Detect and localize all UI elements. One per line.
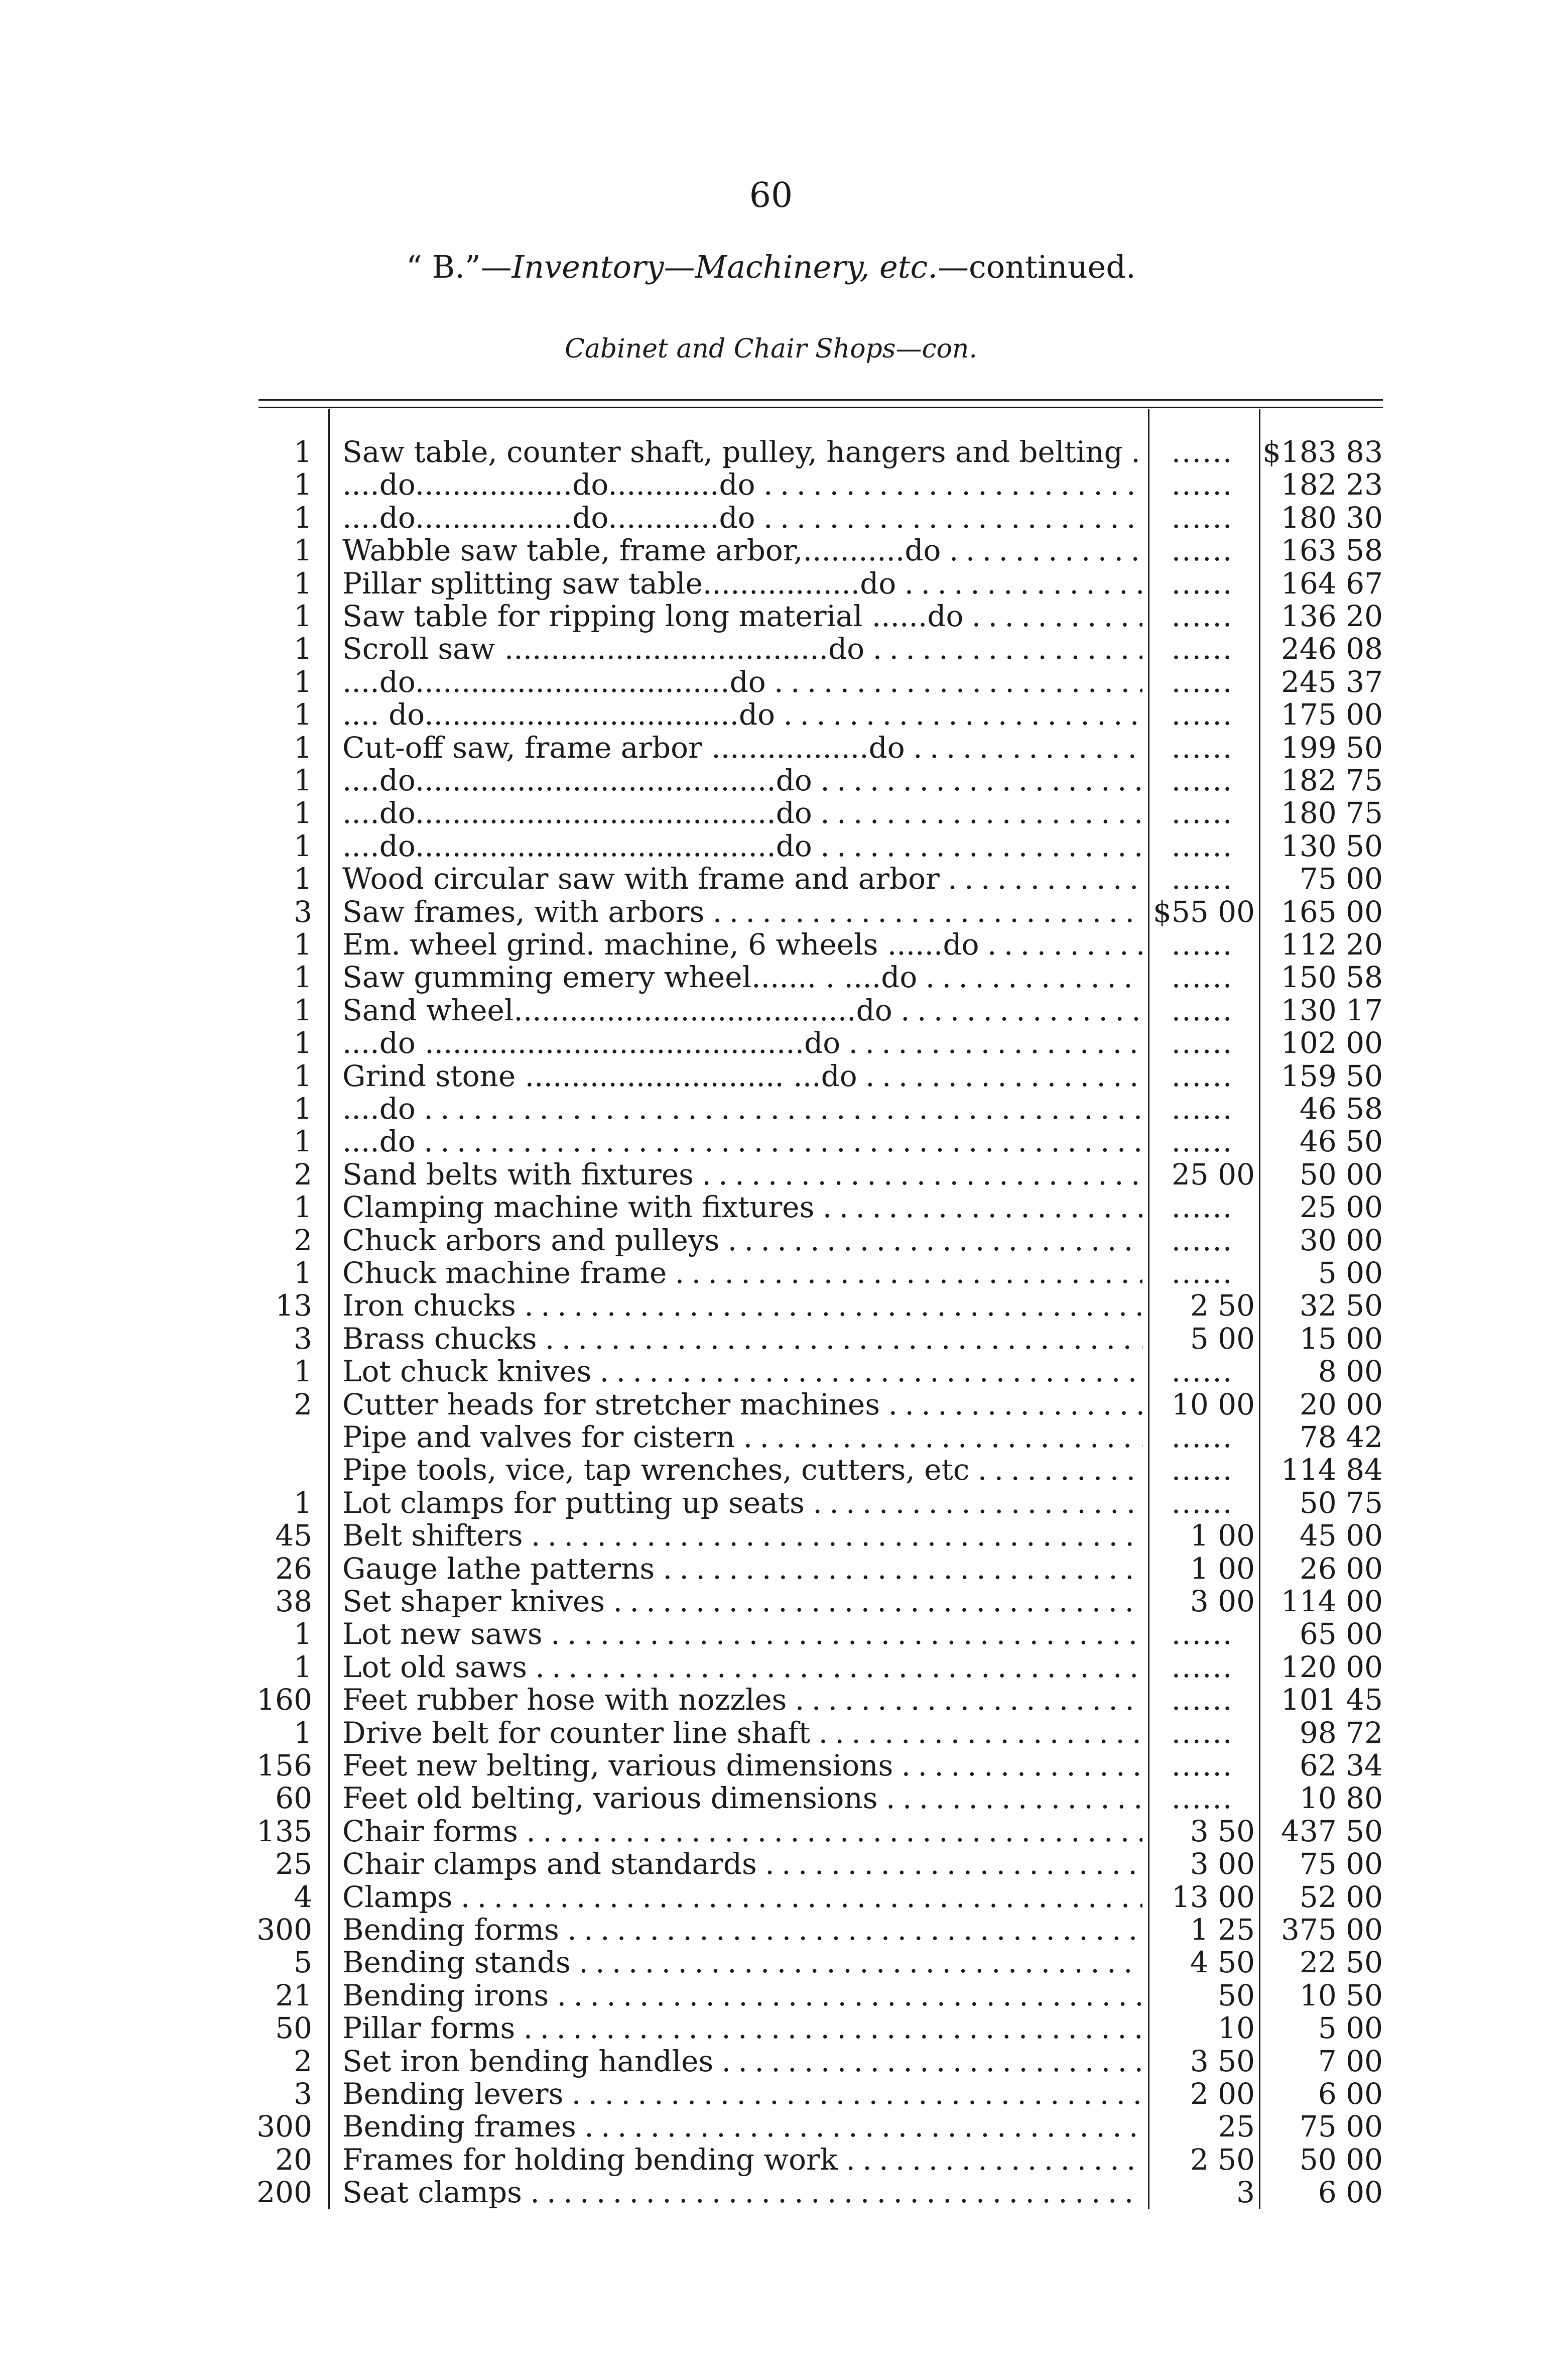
table-row [0,1914,1542,1946]
row-unit-price: ...... [1171,1618,1233,1651]
row-total: 180 75 [1281,796,1383,830]
row-description: Bending forms . . . [342,1914,1142,1946]
row-quantity: 13 [275,1288,312,1323]
row-unit-price: 3 50 [1190,2045,1255,2078]
row-unit-price: ...... [1171,1782,1233,1815]
row-unit-price: ...... [1171,633,1233,666]
title-suffix: —continued. [938,249,1136,285]
section-subtitle: Cabinet and Chair Shops—con. [565,334,977,364]
row-unit-price: ...... [1171,1650,1233,1684]
row-unit-price: 1 25 [1190,1914,1255,1946]
row-description: Lot new saws . . . [342,1618,1142,1650]
row-description: Saw table for ripping long material ......do . . . [342,600,1142,633]
row-description: Bending irons . . . [342,1979,1142,2012]
table-row [0,2110,1542,2143]
row-description: Chuck arbors and pulleys . . . [342,1224,1142,1257]
row-description: Set iron bending handles . . . [342,2045,1142,2078]
row-description: .... do..................................do . . . [342,698,1142,731]
row-total: 114 00 [1281,1584,1383,1618]
table-row [0,732,1542,764]
table-row [0,1355,1542,1388]
row-quantity: 1 [294,1256,312,1290]
table-row [0,567,1542,600]
row-unit-price: ...... [1171,1716,1233,1749]
table-row [0,1191,1542,1224]
row-total: 50 00 [1299,1157,1383,1192]
row-description: Seat clamps . . . [342,2176,1142,2209]
row-total: 112 20 [1281,927,1383,962]
row-quantity: 38 [275,1584,312,1618]
row-description: Wabble saw table, frame arbor,...........do . . . [342,534,1142,567]
row-total: 175 00 [1281,697,1383,732]
table-row [0,1487,1542,1519]
row-quantity: 1 [294,862,312,896]
row-quantity: 160 [256,1683,312,1717]
row-quantity: 1 [294,993,312,1027]
row-description: Bending stands . . . [342,1946,1142,1979]
row-total: 45 00 [1299,1518,1383,1553]
table-row [0,2078,1542,2110]
row-quantity: 2 [294,1157,312,1192]
row-description: Frames for holding bending work . . . [342,2144,1142,2176]
row-total: 130 50 [1281,828,1383,863]
row-description: ....do .........................................do . . . [342,1027,1142,1059]
row-quantity: 45 [275,1518,312,1553]
table-row [0,1125,1542,1158]
row-total: 10 50 [1299,1978,1383,2012]
row-total: 30 00 [1299,1223,1383,1257]
row-quantity: 21 [275,1978,312,2012]
row-quantity: 300 [256,1913,312,1947]
row-total: 75 00 [1299,1847,1383,1881]
row-unit-price: ...... [1171,436,1233,468]
table-row [0,600,1542,633]
row-description: Pipe and valves for cistern . . . [342,1421,1142,1454]
table-row [0,1289,1542,1322]
row-description: Feet old belting, various dimensions . . . [342,1782,1142,1815]
row-description: ....do.................do............do . . . [342,502,1142,534]
row-description: ....do..................................do . . . [342,666,1142,698]
row-unit-price: ...... [1171,501,1233,534]
row-unit-price: ...... [1171,698,1233,732]
table-row [0,534,1542,567]
row-description: Cutter heads for stretcher machines . . . [342,1388,1142,1421]
row-total: 159 50 [1281,1058,1383,1093]
row-description: Pipe tools, vice, tap wrenches, cutters, etc . . . [342,1454,1142,1486]
row-quantity: 4 [294,1879,312,1914]
row-description: Scroll saw ...................................do . . . [342,633,1142,665]
row-description: Set shaper knives . . . [342,1585,1142,1618]
row-quantity: 135 [256,1814,312,1848]
row-description: ....do . . . [342,1093,1142,1125]
row-unit-price: ...... [1171,764,1233,797]
table-row [0,863,1542,895]
row-unit-price: 1 00 [1190,1519,1255,1553]
row-unit-price: ...... [1171,1093,1233,1125]
row-unit-price: ...... [1171,797,1233,830]
row-unit-price: ...... [1171,1191,1233,1224]
table-row [0,666,1542,698]
row-total: 199 50 [1281,730,1383,765]
row-unit-price: ...... [1171,1355,1233,1388]
table-row [0,1651,1542,1684]
table-row [0,1553,1542,1585]
row-description: Saw frames, with arbors . . . [342,896,1142,928]
row-quantity: 1 [294,1092,312,1126]
row-unit-price: ...... [1171,1486,1233,1519]
row-quantity: 1 [294,1354,312,1389]
row-unit-price: ...... [1171,961,1233,994]
row-quantity: 1 [294,435,312,469]
row-description: ....do.......................................do . . . [342,797,1142,829]
table-row [0,1782,1542,1815]
table-row [0,797,1542,829]
table-row [0,1257,1542,1289]
row-description: Brass chucks . . . [342,1323,1142,1355]
row-description: Feet rubber hose with nozzles . . . [342,1684,1142,1716]
row-total: 6 00 [1318,2077,1383,2111]
row-quantity: 1 [294,697,312,732]
row-description: Chair forms . . . [342,1815,1142,1848]
row-total: 98 72 [1299,1715,1383,1750]
row-unit-price: 2 50 [1190,2143,1255,2176]
table-row [0,2144,1542,2176]
row-quantity: 2 [294,1387,312,1421]
row-unit-price: ...... [1171,567,1233,600]
table-row [0,698,1542,731]
row-total: 130 17 [1281,993,1383,1027]
row-total: 101 45 [1281,1683,1383,1717]
table-row [0,896,1542,928]
row-total: 15 00 [1299,1321,1383,1356]
row-total: 5 00 [1318,2011,1383,2046]
row-unit-price: 25 00 [1171,1158,1255,1191]
row-description: Sand wheel.....................................do . . . [342,994,1142,1027]
row-description: Clamping machine with fixtures . . . [342,1191,1142,1224]
row-description: Pillar splitting saw table.................do . . . [342,567,1142,600]
row-quantity: 1 [294,1485,312,1520]
row-total: 46 58 [1299,1092,1383,1126]
row-total: 25 00 [1299,1190,1383,1225]
table-row [0,1881,1542,1914]
row-total: 437 50 [1281,1814,1383,1848]
row-description: Saw gumming emery wheel....... . ....do . . . [342,961,1142,994]
row-description: Feet new belting, various dimensions . . . [342,1749,1142,1782]
table-row [0,502,1542,534]
row-quantity: 1 [294,1617,312,1651]
row-unit-price: ...... [1171,534,1233,567]
row-quantity: 20 [275,2142,312,2177]
row-quantity: 1 [294,1715,312,1750]
row-quantity: 1 [294,566,312,601]
row-quantity: 1 [294,533,312,568]
row-unit-price: 2 50 [1190,1289,1255,1323]
row-total: 375 00 [1281,1913,1383,1947]
row-description: ....do.......................................do . . . [342,764,1142,797]
title-prefix: “ B.”— [406,249,512,285]
row-total: 62 34 [1299,1748,1383,1782]
row-unit-price: ...... [1171,928,1233,961]
table-row [0,1093,1542,1125]
row-unit-price: 3 00 [1190,1848,1255,1881]
table-row [0,1618,1542,1650]
row-quantity: 1 [294,927,312,962]
row-total: 8 00 [1318,1354,1383,1389]
table-row [0,2176,1542,2209]
row-total: 164 67 [1281,566,1383,601]
row-quantity: 200 [256,2175,312,2210]
row-total: 75 00 [1299,2109,1383,2144]
row-quantity: 1 [294,500,312,535]
row-total: 32 50 [1299,1288,1383,1323]
row-description: Bending levers . . . [342,2078,1142,2110]
row-unit-price: 10 00 [1171,1388,1255,1421]
row-quantity: 26 [275,1551,312,1586]
row-description: ....do.......................................do . . . [342,830,1142,863]
row-total: 180 30 [1281,500,1383,535]
table-row [0,961,1542,994]
row-unit-price: 10 [1218,2012,1255,2045]
row-quantity: 1 [294,632,312,666]
table-row [0,1323,1542,1355]
row-description: Gauge lathe patterns . . . [342,1553,1142,1585]
row-description: Bending frames . . . [342,2110,1142,2143]
table-row [0,468,1542,501]
row-description: Lot old saws . . . [342,1651,1142,1684]
row-total: 163 58 [1281,533,1383,568]
table-row [0,1815,1542,1848]
row-total: 46 50 [1299,1124,1383,1159]
table-row [0,2012,1542,2045]
row-description: Grind stone ............................ ...do . . . [342,1060,1142,1093]
row-quantity: 1 [294,467,312,502]
row-unit-price: ...... [1171,829,1233,863]
table-row [0,830,1542,863]
row-unit-price: ...... [1171,1749,1233,1782]
row-total: 114 84 [1281,1453,1383,1487]
row-unit-price: ...... [1171,731,1233,764]
row-unit-price: ...... [1171,1125,1233,1158]
row-unit-price: ...... [1171,994,1233,1027]
row-quantity: 1 [294,1026,312,1060]
row-total: 75 00 [1299,862,1383,896]
row-unit-price: ...... [1171,1684,1233,1717]
row-unit-price: ...... [1171,1059,1233,1093]
row-unit-price: ...... [1171,863,1233,896]
row-quantity: 1 [294,664,312,699]
row-unit-price: ...... [1171,468,1233,502]
table-row [0,764,1542,797]
row-description: Chair clamps and standards . . . [342,1848,1142,1880]
row-unit-price: 1 00 [1190,1552,1255,1585]
row-total: 120 00 [1281,1649,1383,1684]
row-description: Iron chucks . . . [342,1289,1142,1322]
row-total: 20 00 [1299,1387,1383,1421]
row-quantity: 3 [294,1321,312,1356]
row-total: 182 23 [1281,467,1383,502]
row-quantity: 1 [294,1058,312,1093]
row-description: Lot chuck knives . . . [342,1355,1142,1388]
row-quantity: 2 [294,1223,312,1257]
table-row [0,1519,1542,1552]
row-quantity: 3 [294,894,312,929]
table-row [0,928,1542,961]
table-row [0,1158,1542,1191]
table-row [0,1684,1542,1716]
row-total: 165 00 [1281,894,1383,929]
row-description: Chuck machine frame . . . [342,1257,1142,1289]
row-unit-price: 2 00 [1190,2078,1255,2110]
row-quantity: 300 [256,2109,312,2144]
row-description: Pillar forms . . . [342,2012,1142,2045]
row-description: Cut-off saw, frame arbor .................do . . . [342,732,1142,764]
row-unit-price: ...... [1171,1224,1233,1257]
row-total: 65 00 [1299,1617,1383,1651]
table-row [0,1388,1542,1421]
row-quantity: 1 [294,828,312,863]
row-total: 78 42 [1299,1420,1383,1454]
header-rule-top [259,399,1383,401]
row-description: Saw table, counter shaft, pulley, hangers and belting . . . [342,436,1142,468]
row-unit-price: ...... [1171,1454,1233,1487]
row-total: 50 75 [1299,1485,1383,1520]
row-description: Wood circular saw with frame and arbor . . . [342,863,1142,895]
table-row [0,633,1542,665]
row-unit-price: 50 [1218,1979,1255,2012]
row-total: 22 50 [1299,1945,1383,1980]
row-description: ....do.................do............do . . . [342,468,1142,501]
table-row [0,1979,1542,2012]
row-total: $183 83 [1262,435,1383,469]
row-quantity: 25 [275,1847,312,1881]
row-total: 10 80 [1299,1781,1383,1816]
row-description: Belt shifters . . . [342,1519,1142,1552]
row-quantity: 1 [294,796,312,830]
table-row [0,2045,1542,2078]
row-total: 6 00 [1318,2175,1383,2210]
table-row [0,1027,1542,1059]
row-total: 136 20 [1281,599,1383,633]
row-total: 26 00 [1299,1551,1383,1586]
row-quantity: 1 [294,730,312,765]
table-row [0,994,1542,1027]
header-rule-bottom [259,407,1383,408]
row-total: 7 00 [1318,2044,1383,2078]
row-unit-price: 3 00 [1190,1585,1255,1618]
row-total: 5 00 [1318,1256,1383,1290]
table-row [0,436,1542,468]
row-description: Clamps . . . [342,1881,1142,1914]
table-row [0,1848,1542,1880]
row-quantity: 5 [294,1945,312,1980]
row-unit-price: ...... [1171,1027,1233,1060]
row-description: Em. wheel grind. machine, 6 wheels ......do . . . [342,928,1142,961]
row-quantity: 1 [294,763,312,797]
row-quantity: 50 [275,2011,312,2046]
row-quantity: 1 [294,1124,312,1159]
table-row [0,1224,1542,1257]
title-italic: Inventory—Machinery, etc. [511,249,938,285]
row-description: Drive belt for counter line shaft . . . [342,1717,1142,1749]
row-total: 182 75 [1281,763,1383,797]
row-total: 245 37 [1281,664,1383,699]
row-unit-price: ...... [1171,600,1233,633]
row-unit-price: 13 00 [1171,1880,1255,1914]
table-row [0,1454,1542,1486]
row-unit-price: ...... [1171,1421,1233,1454]
row-quantity: 1 [294,599,312,633]
table-row [0,1421,1542,1454]
table-row [0,1749,1542,1782]
row-quantity: 60 [275,1781,312,1816]
row-total: 150 58 [1281,960,1383,995]
row-description: ....do . . . [342,1125,1142,1158]
table-row [0,1946,1542,1979]
row-unit-price: $55 00 [1153,895,1255,928]
row-unit-price: 25 [1218,2110,1255,2144]
table-row [0,1717,1542,1749]
row-quantity: 1 [294,960,312,995]
page-number: 60 [749,176,793,215]
table-row [0,1585,1542,1618]
row-description: Lot clamps for putting up seats . . . [342,1487,1142,1519]
row-unit-price: 3 [1236,2176,1255,2209]
row-unit-price: 4 50 [1190,1946,1255,1979]
row-unit-price: ...... [1171,665,1233,698]
row-quantity: 3 [294,2077,312,2111]
row-total: 102 00 [1281,1026,1383,1060]
row-unit-price: 3 50 [1190,1815,1255,1848]
row-total: 52 00 [1299,1879,1383,1914]
row-total: 246 08 [1281,632,1383,666]
row-unit-price: 5 00 [1190,1322,1255,1355]
row-quantity: 1 [294,1190,312,1225]
row-quantity: 156 [256,1748,312,1782]
row-total: 50 00 [1299,2142,1383,2177]
row-unit-price: ...... [1171,1257,1233,1289]
row-quantity: 2 [294,2044,312,2078]
table-row [0,1060,1542,1093]
row-quantity: 1 [294,1649,312,1684]
row-description: Sand belts with fixtures . . . [342,1158,1142,1191]
page-title [0,249,1542,285]
